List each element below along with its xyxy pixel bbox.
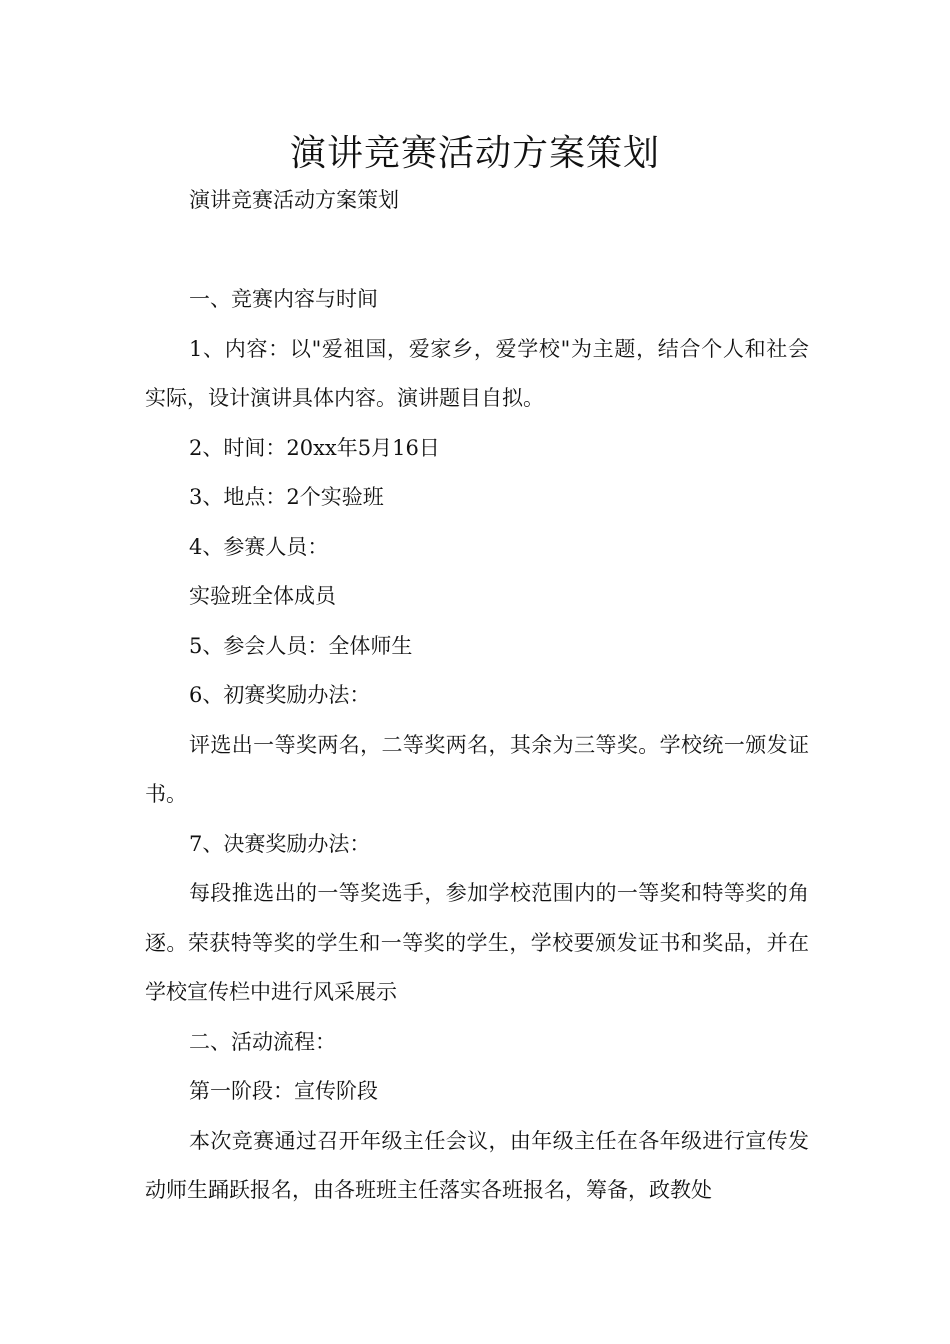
paragraph-time: 2、时间：20xx年5月16日 — [189, 435, 440, 460]
paragraph-final-awards: 7、决赛奖励办法： — [189, 831, 371, 856]
paragraph-final-awards-detail: 每段推选出的一等奖选手，参加学校范围内的一等奖和特等奖的角逐。荣获特等奖的学生和一等奖的学生，学校要颁发证书和奖品，并在学校宣传栏中进行风采展示 — [145, 881, 809, 1004]
paragraph-participants: 4、参赛人员： — [189, 534, 329, 559]
document-title: 演讲竞赛活动方案策划 — [289, 133, 660, 174]
paragraph-stage-one-detail: 本次竞赛通过召开年级主任会议，由年级主任在各年级进行宣传发动师生踊跃报名，由各班班主任落实各班报名，筹备，政教处 — [145, 1128, 809, 1202]
paragraph-attendees: 5、参会人员：全体师生 — [189, 633, 413, 658]
section-heading-1: 一、竞赛内容与时间 — [189, 287, 378, 311]
paragraph-subtitle: 演讲竞赛活动方案策划 — [189, 188, 399, 212]
blank-line — [145, 226, 809, 276]
section-heading-2: 二、活动流程： — [189, 1029, 336, 1054]
paragraph-stage-one: 第一阶段：宣传阶段 — [189, 1079, 378, 1103]
paragraph-location: 3、地点：2个实验班 — [189, 485, 384, 509]
paragraph-content: 1、内容：以"爱祖国，爱家乡，爱学校"为主题，结合个人和社会实际，设计演讲具体内容。演讲题目自拟。 — [145, 336, 809, 410]
document-body — [145, 176, 809, 1216]
paragraph-preliminary-awards-detail: 评选出一等奖两名，二等奖两名，其余为三等奖。学校统一颁发证书。 — [145, 732, 809, 806]
paragraph-preliminary-awards: 6、初赛奖励办法： — [189, 683, 371, 707]
paragraph-participants-detail: 实验班全体成员 — [189, 584, 336, 608]
